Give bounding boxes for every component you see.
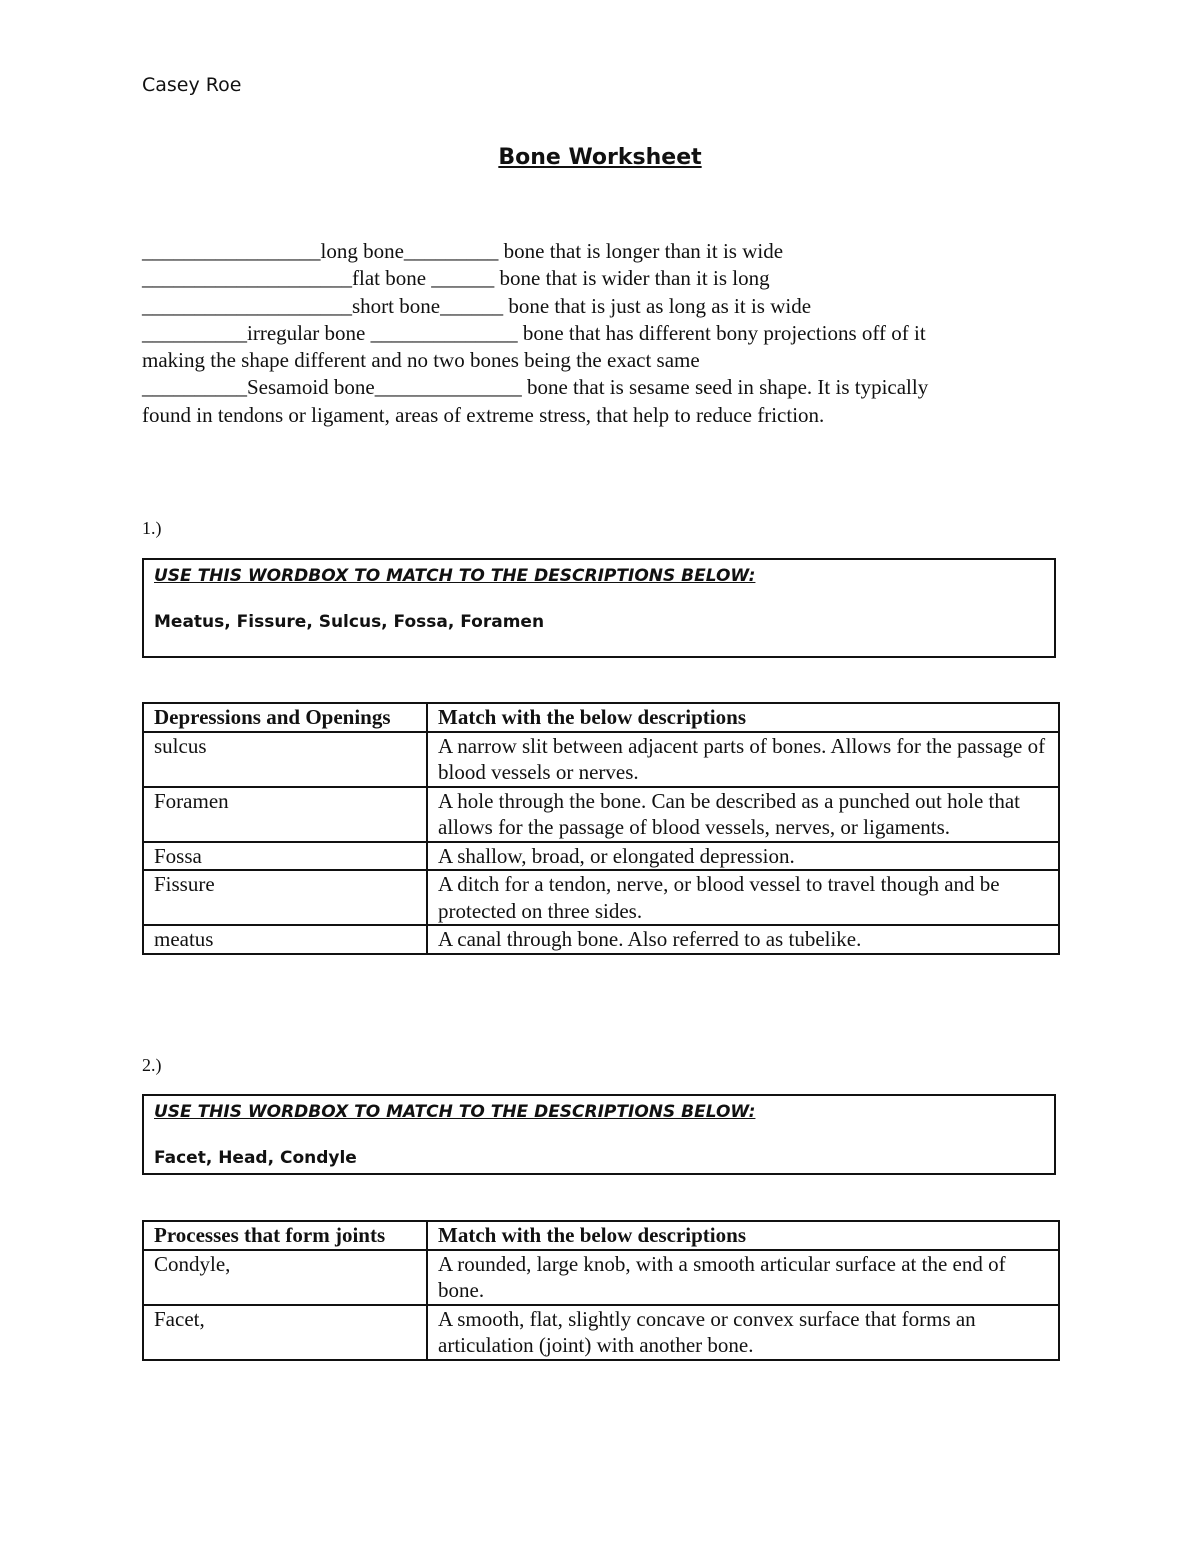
description-cell: A smooth, flat, slightly concave or convex surface that forms an articulation (joint) with another bone.	[427, 1305, 1059, 1360]
definition-line: making the shape different and no two bones being the exact same	[142, 348, 700, 373]
description-cell: A hole through the bone. Can be described as a punched out hole that allows for the passage of blood vessels, nerves, or ligaments.	[427, 787, 1059, 842]
definition-line: ____________________flat bone ______ bone that is wider than it is long	[142, 266, 770, 291]
description-cell: A rounded, large knob, with a smooth articular surface at the end of bone.	[427, 1250, 1059, 1305]
table-row	[143, 732, 1059, 787]
depressions-table	[142, 702, 1060, 955]
term-cell: Condyle,	[143, 1250, 427, 1305]
table-row	[143, 1250, 1059, 1305]
bone-type-definitions	[142, 238, 1062, 429]
wordbox-header: USE THIS WORDBOX TO MATCH TO THE DESCRIPTIONS BELOW:	[154, 1102, 756, 1122]
table-header-cell: Match with the below descriptions	[427, 1221, 1059, 1250]
definition-line: found in tendons or ligament, areas of extreme stress, that help to reduce friction.	[142, 402, 825, 427]
table-header-cell: Depressions and Openings	[143, 703, 427, 732]
wordbox-header: USE THIS WORDBOX TO MATCH TO THE DESCRIPTIONS BELOW:	[154, 566, 756, 586]
description-cell: A ditch for a tendon, nerve, or blood vessel to travel though and be protected on three sides.	[427, 870, 1059, 925]
definition-line: __________Sesamoid bone______________ bone that is sesame seed in shape. It is typically	[142, 375, 929, 400]
description-cell: A narrow slit between adjacent parts of bones. Allows for the passage of blood vessels or nerves.	[427, 732, 1059, 787]
term-cell: meatus	[143, 925, 427, 954]
table-header-row	[143, 703, 1059, 732]
definition-line: _________________long bone_________ bone that is longer than it is wide	[142, 239, 784, 263]
description-cell: A canal through bone. Also referred to as tubelike.	[427, 925, 1059, 954]
table-row	[143, 925, 1059, 954]
table-row	[143, 787, 1059, 842]
table-row	[143, 870, 1059, 925]
table-header-cell: Processes that form joints	[143, 1221, 427, 1250]
page-title: Bone Worksheet	[498, 145, 702, 170]
definition-line: __________irregular bone ______________ bone that has different bony projections off of it	[142, 320, 926, 345]
question-number-2: 2.)	[142, 1055, 162, 1075]
definition-line: ____________________short bone______ bone that is just as long as it is wide	[142, 293, 812, 318]
description-cell: A shallow, broad, or elongated depression.	[427, 842, 1059, 871]
processes-table	[142, 1220, 1060, 1361]
term-cell: sulcus	[143, 732, 427, 787]
wordbox-words: Facet, Head, Condyle	[154, 1148, 357, 1168]
wordbox-1	[142, 558, 1056, 658]
table-header-row	[143, 1221, 1059, 1250]
term-cell: Fossa	[143, 842, 427, 871]
wordbox-words: Meatus, Fissure, Sulcus, Fossa, Foramen	[154, 612, 545, 632]
author-name: Casey Roe	[142, 74, 242, 96]
table-header-cell: Match with the below descriptions	[427, 703, 1059, 732]
question-number-1: 1.)	[142, 518, 162, 538]
term-cell: Fissure	[143, 870, 427, 925]
term-cell: Facet,	[143, 1305, 427, 1360]
wordbox-2	[142, 1094, 1056, 1175]
table-row	[143, 1305, 1059, 1360]
term-cell: Foramen	[143, 787, 427, 842]
table-row	[143, 842, 1059, 871]
